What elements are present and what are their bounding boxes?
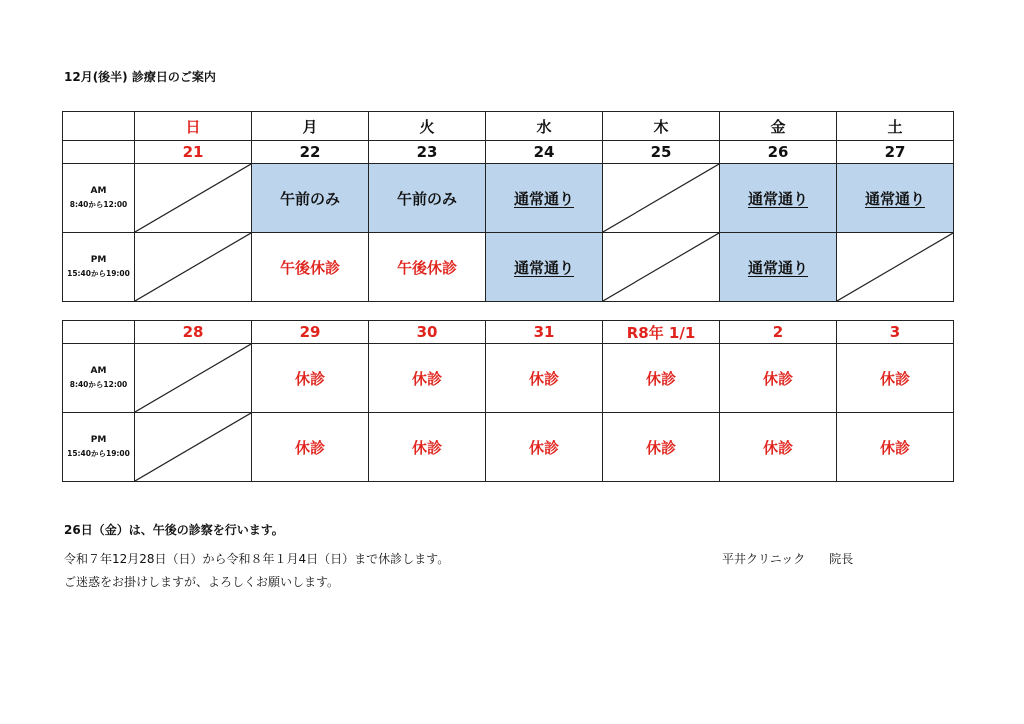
status-text: 休診: [411, 369, 442, 388]
status-text: 休診: [645, 438, 676, 457]
date-row: [63, 321, 954, 344]
pm-slot-cell: [837, 413, 954, 482]
am-slot-cell: [369, 164, 486, 233]
diagonal-slash-icon: [603, 233, 719, 301]
pm-row: [63, 233, 954, 302]
date-cell: 2: [720, 321, 837, 344]
date-label-cell: [63, 141, 135, 164]
pm-row: [63, 413, 954, 482]
status-text: 通常通り: [864, 189, 925, 208]
am-slot-cell: [720, 344, 837, 413]
closed-slot-cell: [603, 164, 720, 233]
weekday-tue: 火: [369, 112, 486, 141]
am-label-cell: [63, 344, 135, 413]
closed-slot-cell: [135, 164, 252, 233]
date-cell: 31: [486, 321, 603, 344]
corner-cell: [63, 112, 135, 141]
status-text: 通常通り: [747, 189, 808, 208]
am-slot-cell: [486, 164, 603, 233]
am-row: [63, 344, 954, 413]
date-cell: 3: [837, 321, 954, 344]
am-slot-cell: [486, 344, 603, 413]
am-slot-cell: [837, 344, 954, 413]
am-label: AM: [90, 185, 107, 196]
date-cell: 26: [720, 141, 837, 164]
date-cell: 23: [369, 141, 486, 164]
weekday-header-row: [63, 112, 954, 141]
pm-slot-cell: [486, 413, 603, 482]
diagonal-slash-icon: [135, 413, 251, 481]
weekday-sat: 土: [837, 112, 954, 141]
status-text: 休診: [879, 369, 910, 388]
status-text: 通常通り: [513, 189, 574, 208]
date-cell: 21: [135, 141, 252, 164]
weekday-mon: 月: [252, 112, 369, 141]
weekday-thu: 木: [603, 112, 720, 141]
am-slot-cell: [720, 164, 837, 233]
closed-slot-cell: [135, 344, 252, 413]
date-cell: 25: [603, 141, 720, 164]
pm-slot-cell: [369, 413, 486, 482]
status-text: 休診: [528, 438, 559, 457]
closed-slot-cell: [135, 413, 252, 482]
pm-slot-cell: [486, 233, 603, 302]
status-text: 休診: [645, 369, 676, 388]
am-slot-cell: [369, 344, 486, 413]
status-text: 休診: [762, 438, 793, 457]
am-time: 8:40から12:00: [69, 200, 128, 209]
status-text: 休診: [762, 369, 793, 388]
pm-time: 15:40から19:00: [67, 449, 130, 458]
am-time: 8:40から12:00: [69, 380, 128, 389]
clinic-signature: 平井クリニック 院長: [722, 552, 854, 566]
pm-slot-cell: [720, 413, 837, 482]
pm-slot-cell: [252, 233, 369, 302]
date-cell: R8年 1/1: [603, 321, 720, 344]
date-cell: 29: [252, 321, 369, 344]
am-row: [63, 164, 954, 233]
weekday-wed: 水: [486, 112, 603, 141]
am-label: AM: [90, 365, 107, 376]
date-cell: 22: [252, 141, 369, 164]
am-slot-cell: [603, 344, 720, 413]
date-cell: 27: [837, 141, 954, 164]
am-slot-cell: [252, 344, 369, 413]
pm-label: PM: [90, 254, 107, 265]
pm-slot-cell: [369, 233, 486, 302]
apology-notice: ご迷惑をお掛けしますが、よろしくお願いします。: [64, 575, 340, 589]
am-slot-cell: [252, 164, 369, 233]
schedule-table-week1: [62, 111, 954, 302]
date-row: [63, 141, 954, 164]
status-text: 休診: [294, 369, 325, 388]
holiday-notice: 令和７年12月28日（日）から令和８年１月4日（日）まで休診します。: [64, 552, 450, 566]
pm-slot-cell: [252, 413, 369, 482]
diagonal-slash-icon: [837, 233, 953, 301]
status-text: 休診: [411, 438, 442, 457]
date-cell: 30: [369, 321, 486, 344]
diagonal-slash-icon: [603, 164, 719, 232]
pm-label: PM: [90, 434, 107, 445]
pm-slot-cell: [603, 413, 720, 482]
status-text: 休診: [294, 438, 325, 457]
am-label-cell: [63, 164, 135, 233]
closed-slot-cell: [603, 233, 720, 302]
diagonal-slash-icon: [135, 164, 251, 232]
pm-time: 15:40から19:00: [67, 269, 130, 278]
closed-slot-cell: [837, 233, 954, 302]
schedule-table-week2: [62, 320, 954, 482]
pm-slot-cell: [720, 233, 837, 302]
status-text: 休診: [528, 369, 559, 388]
diagonal-slash-icon: [135, 233, 251, 301]
status-text: 午前のみ: [279, 189, 340, 208]
closed-slot-cell: [135, 233, 252, 302]
afternoon-notice: 26日（金）は、午後の診察を行います。: [64, 523, 284, 537]
date-cell: 28: [135, 321, 252, 344]
status-text: 通常通り: [747, 258, 808, 277]
status-text: 午前のみ: [396, 189, 457, 208]
page-title: 12月(後半) 診療日のご案内: [64, 70, 216, 84]
status-text: 休診: [879, 438, 910, 457]
status-text: 午後休診: [396, 258, 457, 277]
diagonal-slash-icon: [135, 344, 251, 412]
date-label-cell: [63, 321, 135, 344]
pm-label-cell: [63, 233, 135, 302]
date-cell: 24: [486, 141, 603, 164]
status-text: 通常通り: [513, 258, 574, 277]
status-text: 午後休診: [279, 258, 340, 277]
weekday-sun: 日: [135, 112, 252, 141]
weekday-fri: 金: [720, 112, 837, 141]
pm-label-cell: [63, 413, 135, 482]
am-slot-cell: [837, 164, 954, 233]
